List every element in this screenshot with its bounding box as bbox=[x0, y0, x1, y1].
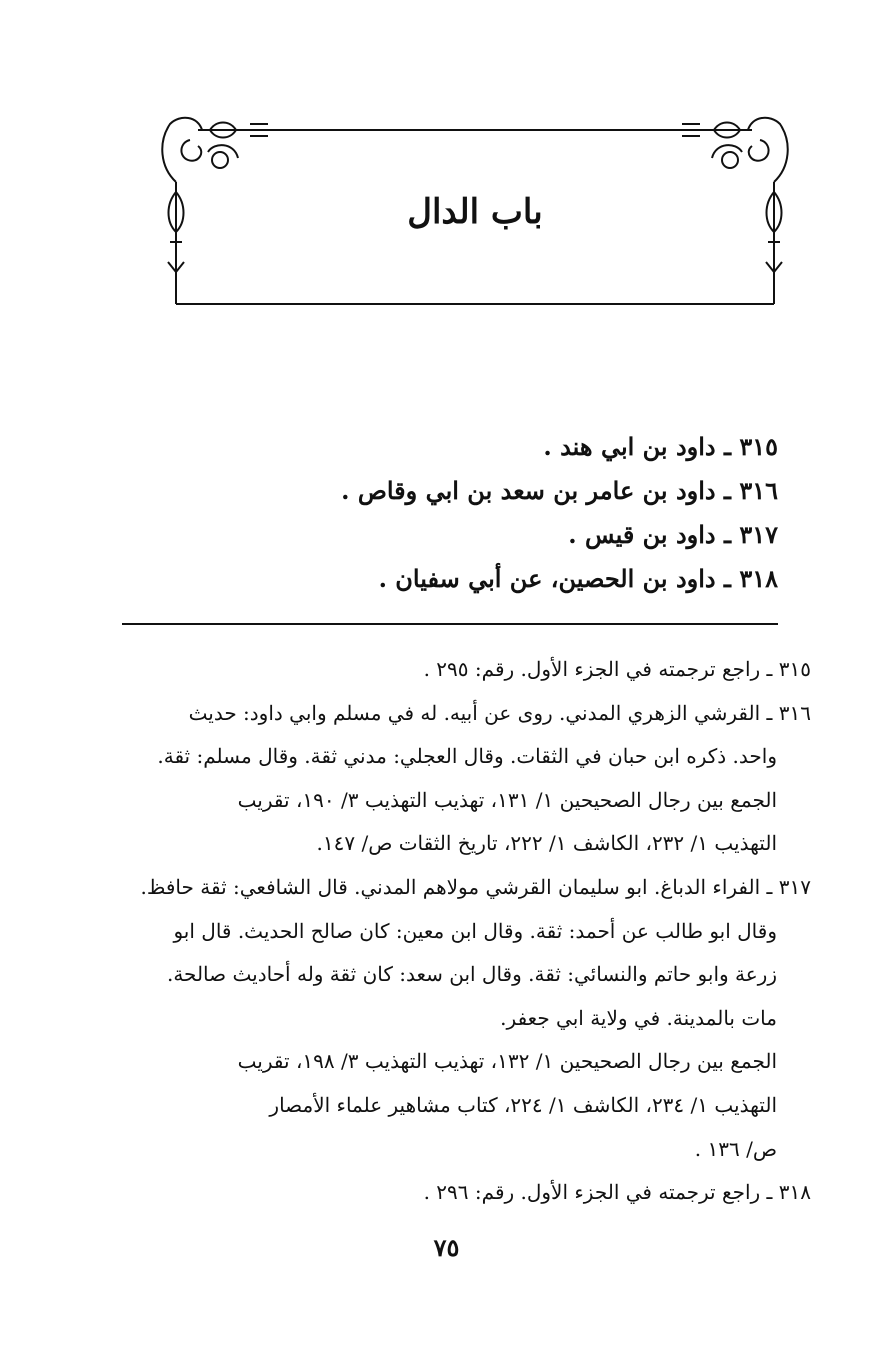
footnote-line: التهذيب ١/ ٢٣٢، الكاشف ١/ ٢٢٢، تاريخ الثقات ص/ ١٤٧. bbox=[316, 831, 777, 856]
footnotes bbox=[111, 648, 811, 1215]
footnote-line: واحد. ذكره ابن حبان في الثقات. وقال العجلي: مدني ثقة. وقال مسلم: ثقة. bbox=[157, 744, 777, 769]
footnote-line: ص/ ١٣٦ . bbox=[694, 1136, 777, 1161]
entry-315: ٣١٥ ـ داود بن ابي هند . bbox=[543, 432, 778, 461]
footnote-line: ٣١٦ ـ القرشي الزهري المدني. روى عن أبيه. له في مسلم وابي داود: حديث bbox=[188, 700, 811, 725]
entry-316: ٣١٦ ـ داود بن عامر بن سعد بن ابي وقاص . bbox=[341, 476, 778, 505]
chapter-header-frame bbox=[150, 112, 800, 312]
footnote-line: ٣١٨ ـ راجع ترجمته في الجزء الأول. رقم: ٢٩٦ . bbox=[423, 1180, 811, 1205]
footnote-line: مات بالمدينة. في ولاية ابي جعفر. bbox=[500, 1005, 777, 1030]
footnote-line: زرعة وابو حاتم والنسائي: ثقة. وقال ابن سعد: كان ثقة وله أحاديث صالحة. bbox=[166, 962, 777, 987]
entry-list bbox=[218, 425, 778, 601]
footnote-line: الجمع بين رجال الصحيحين ١/ ١٣٢، تهذيب التهذيب ٣/ ١٩٨، تقريب bbox=[237, 1049, 777, 1074]
footnote-line: وقال ابو طالب عن أحمد: ثقة. وقال ابن معين: كان صالح الحديث. قال ابو bbox=[173, 918, 777, 943]
page-number: ٧٥ bbox=[433, 1233, 460, 1262]
entry-317: ٣١٧ ـ داود بن قيس . bbox=[568, 520, 778, 549]
footnote-separator bbox=[122, 623, 778, 625]
entry-318: ٣١٨ ـ داود بن الحصين، عن أبي سفيان . bbox=[378, 564, 778, 593]
chapter-title: باب الدال bbox=[407, 192, 543, 232]
footnote-line: التهذيب ١/ ٢٣٤، الكاشف ١/ ٢٢٤، كتاب مشاهير علماء الأمصار bbox=[269, 1092, 777, 1117]
footnote-line: ٣١٥ ـ راجع ترجمته في الجزء الأول. رقم: ٢٩٥ . bbox=[423, 657, 811, 681]
footnote-line: الجمع بين رجال الصحيحين ١/ ١٣١، تهذيب التهذيب ٣/ ١٩٠، تقريب bbox=[237, 787, 777, 812]
footnote-line: ٣١٧ ـ الفراء الدباغ. ابو سليمان القرشي مولاهم المدني. قال الشافعي: ثقة حافظ. bbox=[140, 874, 811, 899]
